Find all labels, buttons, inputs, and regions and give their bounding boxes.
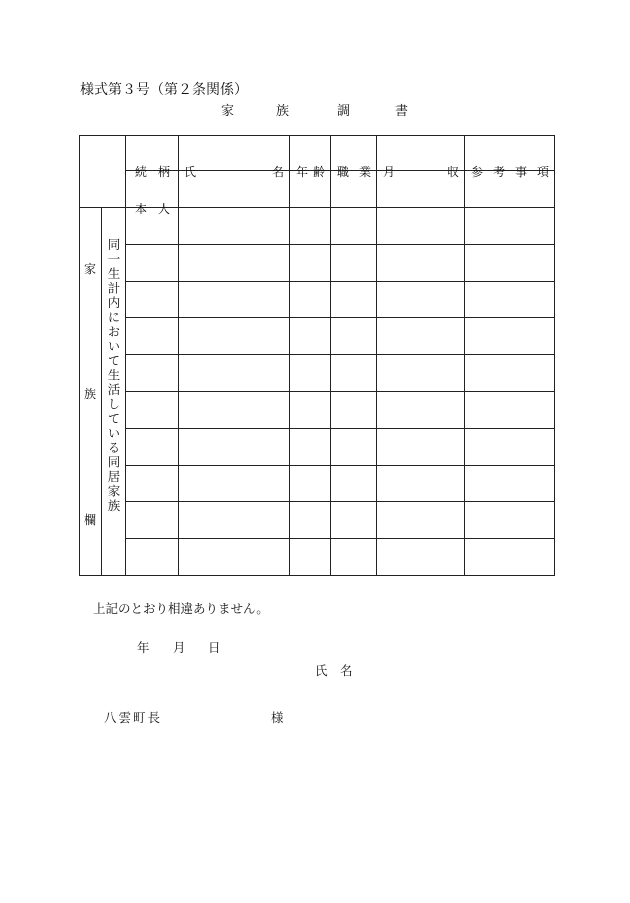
age-cell[interactable]: [290, 208, 331, 245]
relation-cell[interactable]: [126, 244, 179, 281]
signature-label: 氏: [315, 663, 328, 678]
title-char: 家: [221, 104, 235, 119]
document-title: [0, 100, 630, 120]
family-row: [80, 502, 555, 539]
family-row: [80, 428, 555, 465]
name-cell[interactable]: [179, 281, 290, 318]
family-row: [80, 465, 555, 502]
family-section-description: 同一生計内において生活している同居家族: [102, 208, 126, 576]
family-table: [79, 135, 555, 576]
self-label: 本 人: [126, 171, 179, 208]
date-day-label: 日: [208, 640, 221, 655]
name-cell[interactable]: [179, 391, 290, 428]
age-cell[interactable]: [290, 281, 331, 318]
addressee-honorific: 様: [271, 710, 284, 725]
family-row: [80, 391, 555, 428]
remarks-cell[interactable]: [465, 465, 555, 502]
relation-cell[interactable]: [126, 281, 179, 318]
income-cell[interactable]: [377, 318, 465, 355]
signature-line: [0, 661, 630, 679]
date-line: [0, 638, 630, 656]
name-cell[interactable]: [179, 355, 290, 392]
title-char: 調: [337, 104, 351, 119]
age-cell[interactable]: [290, 428, 331, 465]
remarks-cell[interactable]: [465, 318, 555, 355]
occupation-cell[interactable]: [331, 391, 377, 428]
relation-cell[interactable]: [126, 428, 179, 465]
family-row: [80, 208, 555, 245]
remarks-cell[interactable]: [465, 428, 555, 465]
name-cell[interactable]: [179, 318, 290, 355]
header-remarks: 参 考 事 項: [465, 136, 555, 171]
occupation-cell[interactable]: [331, 244, 377, 281]
title-char: 書: [395, 104, 409, 119]
income-cell[interactable]: [377, 244, 465, 281]
age-cell[interactable]: [290, 244, 331, 281]
age-cell[interactable]: [290, 391, 331, 428]
declaration-text: 上記のとおり相違ありません。: [93, 601, 269, 616]
family-row: [80, 539, 555, 576]
family-section-label: 家 族 欄: [80, 208, 102, 576]
occupation-cell[interactable]: [331, 539, 377, 576]
addressee-name: 八雲町長: [104, 710, 163, 725]
name-cell[interactable]: [179, 539, 290, 576]
occupation-cell[interactable]: [331, 465, 377, 502]
form-label: 様式第３号（第２条関係）: [80, 82, 248, 98]
relation-cell[interactable]: [126, 208, 179, 245]
name-cell[interactable]: [179, 502, 290, 539]
relation-cell[interactable]: [126, 539, 179, 576]
relation-cell[interactable]: [126, 465, 179, 502]
income-cell[interactable]: [377, 428, 465, 465]
age-cell[interactable]: [290, 318, 331, 355]
header-occupation: 職 業: [331, 136, 377, 171]
relation-cell[interactable]: [126, 318, 179, 355]
occupation-cell[interactable]: [331, 502, 377, 539]
remarks-cell[interactable]: [465, 244, 555, 281]
age-cell[interactable]: [290, 539, 331, 576]
age-cell[interactable]: [290, 465, 331, 502]
remarks-cell[interactable]: [465, 281, 555, 318]
age-cell[interactable]: [290, 355, 331, 392]
occupation-cell[interactable]: [331, 208, 377, 245]
occupation-cell[interactable]: [331, 428, 377, 465]
addressee-line: [0, 708, 630, 726]
age-cell[interactable]: [290, 502, 331, 539]
income-cell[interactable]: [377, 502, 465, 539]
remarks-cell[interactable]: [465, 502, 555, 539]
signature-label: 名: [340, 663, 353, 678]
relation-cell[interactable]: [126, 391, 179, 428]
income-cell[interactable]: [377, 465, 465, 502]
name-cell[interactable]: [179, 208, 290, 245]
name-cell[interactable]: [179, 244, 290, 281]
family-row: [80, 244, 555, 281]
header-name: 氏 名: [179, 136, 290, 171]
name-cell[interactable]: [179, 428, 290, 465]
family-row: [80, 281, 555, 318]
header-row: [80, 136, 555, 171]
income-cell[interactable]: [377, 539, 465, 576]
remarks-cell[interactable]: [465, 355, 555, 392]
income-cell[interactable]: [377, 391, 465, 428]
remarks-cell[interactable]: [465, 539, 555, 576]
name-cell[interactable]: [179, 465, 290, 502]
relation-cell[interactable]: [126, 502, 179, 539]
date-year-label: 年: [137, 640, 150, 655]
header-relation: 続 柄: [126, 136, 179, 171]
remarks-cell[interactable]: [465, 391, 555, 428]
header-monthly-income: 月 収: [377, 136, 465, 171]
income-cell[interactable]: [377, 208, 465, 245]
date-month-label: 月: [173, 640, 186, 655]
occupation-cell[interactable]: [331, 281, 377, 318]
occupation-cell[interactable]: [331, 355, 377, 392]
relation-cell[interactable]: [126, 355, 179, 392]
header-age: 年 齢: [290, 136, 331, 171]
income-cell[interactable]: [377, 355, 465, 392]
family-row: [80, 355, 555, 392]
title-char: 族: [276, 104, 290, 119]
income-cell[interactable]: [377, 281, 465, 318]
occupation-cell[interactable]: [331, 318, 377, 355]
family-row: [80, 318, 555, 355]
remarks-cell[interactable]: [465, 208, 555, 245]
corner-cell: [80, 136, 126, 208]
